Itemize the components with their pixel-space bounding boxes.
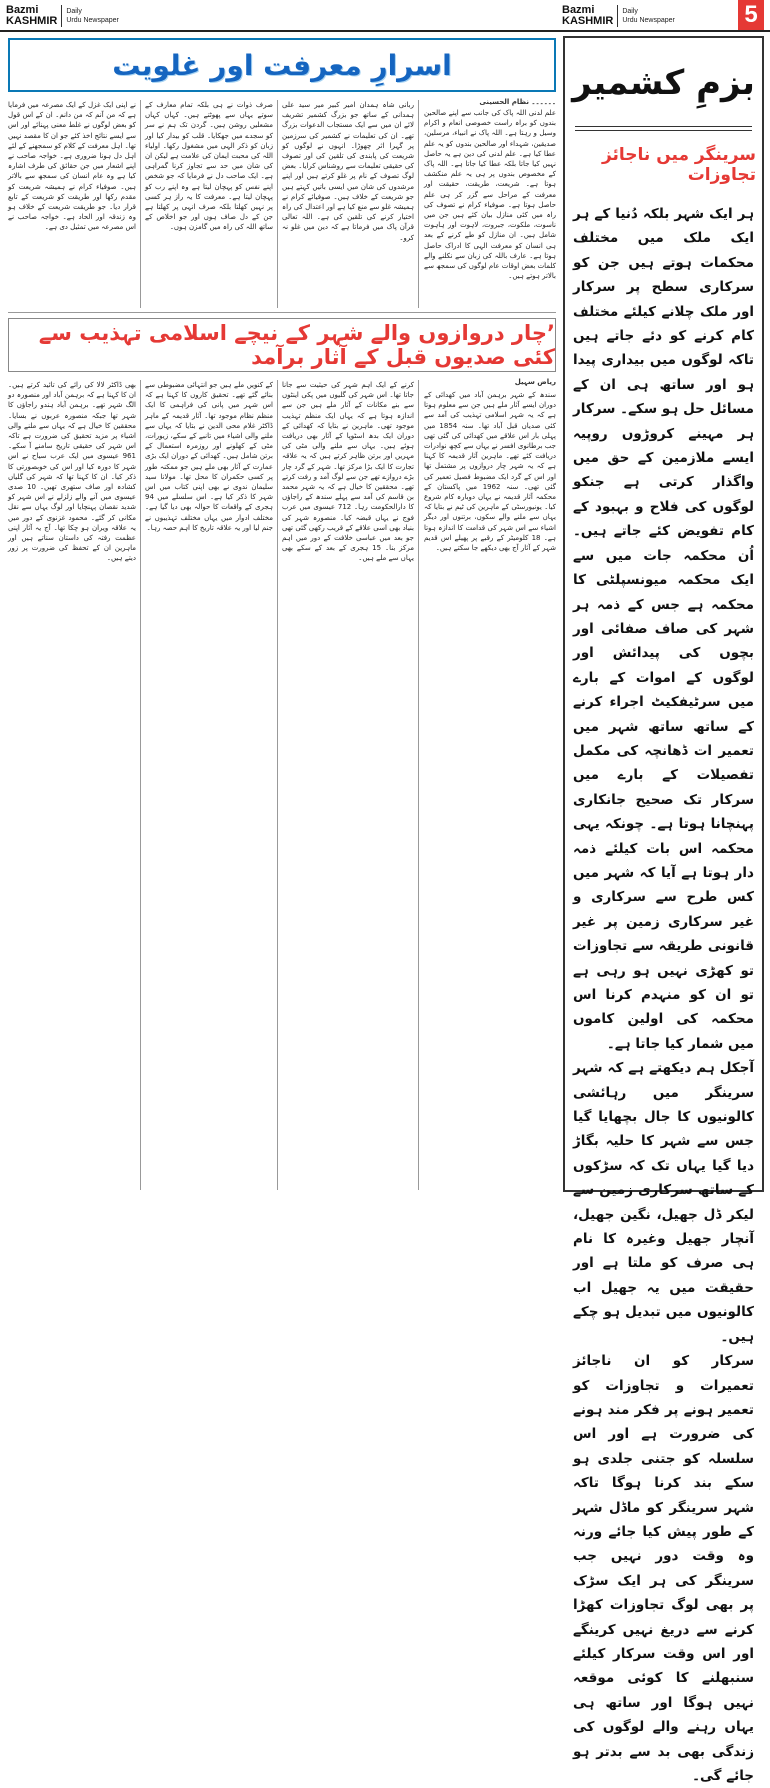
editorial-headline: سرینگر میں ناجائز تجاوزات: [601, 145, 756, 185]
brand-sub-line1: Daily: [66, 8, 82, 15]
article1-column-3: صرف ذوات نے ہی بلکہ تمام معارف کے سوتے یہاں سے پھوٹتے ہیں۔ کہاں کہاں مشعلیں روشن ہیں۔ گردن تک ہم نے سر کو سجدے میں جھکایا۔ قلب کو بیدار کیا اور زبان کو ذکر الہی میں مشغول رکھا۔ اولیاء اللہ کی محبت ایمان کی علامت ہے لیکن ان کی شان میں حد سے تجاوز کرنا گمراہی ہے۔ ایک صاحب دل نے فرمایا کہ جو شخص اپنے نفس کو پہچان لیتا ہے وہ اپنے رب کو پہچان لیتا ہے۔ معرفت کا یہ راز ہر کسی پر نہیں کھلتا بلکہ صرف انہی پر کھلتا ہے جن کے دل صاف ہوں اور جو اخلاص کے ساتھ اللہ کی راہ میں گامزن ہوں۔: [145, 101, 273, 232]
editorial-box: [563, 36, 764, 1784]
brand-logo-left: [6, 2, 119, 30]
brand-logo-right: [562, 2, 675, 30]
column-divider: [140, 380, 141, 1190]
article1-column-1: علم لدنی اللہ پاک کی جانب سے اپنے صالحین بندوں کو براہ راست خصوصی انعام و اکرام وسیل و رہتا ہے۔ اللہ پاک نے انبیاء، مرسلین، صدیقین، شہداء اور صالحین بندوں کو یہ علم عطا کیا ہے۔ علم لدنی کی دین ہے یہ حاصل نہیں کیا جاتا بلکہ عطا کیا جاتا ہے۔ اللہ پاک کے مخصوص بندوں پر ہی یہ علم منکشف ہوتا ہے۔ شریعت، طریقت، حقیقت اور معرفت کے مراحل سے گزر کر ہی علم حاصل ہوتا ہے۔ صوفیاء کرام نے تصوف کی راہ میں کئی منازل بیان کئے ہیں جن میں ناسوت، ملکوت، جبروت، لاہوت اور ہاہوت شامل ہیں۔ ان منازل کو طے کرنے کے بعد ہی انسان کو معرفت الہی کا ادراک حاصل ہوتا ہے۔ عارف باللہ کی زبان سے نکلنے والے کلمات بعض اوقات عام لوگوں کی سمجھ سے بالاتر ہوتے ہیں۔: [424, 109, 556, 281]
brand-divider: [61, 5, 62, 27]
column-divider: [277, 100, 278, 308]
editorial-headline-box: [571, 138, 756, 192]
editorial-rule: [575, 126, 752, 127]
editorial-paragraph: آجکل ہم دیکھتے ہے کہ شہر سرینگر میں رہائشی کالونیوں کا جال بچھایا گیا جس سے شہر کا حلیہ بگاڑ دیا گیا یہاں تک کہ سڑکوں کے ساتھ سرکاری زمین سے لیکر ڈل جھیل، نگین جھیل، آنچار جھیل وغیرہ کا نام ہی صرف کو ملتا ہے اور حقیقت میں یہ جھیل اب کالونیوں میں تبدیل ہو چکے ہیں۔: [573, 1060, 754, 1345]
brand-divider: [617, 5, 618, 27]
brand-sub-line2: Urdu Newspaper: [622, 17, 675, 24]
article2-headline: ’چار دروازوں والے شہر کے نیچے اسلامی تہذیب سے کئی صدیوں قبل کے آثار برآمد: [38, 321, 555, 369]
article1-column-4: نے اپنی ایک غزل کے ایک مصرعہ میں فرمایا ہے کہ من آنم کہ من دانم۔ ان کے اس قول کو بعض لوگوں نے غلط معنی پہنائے اور اس سے ایسے نتائج اخذ کئے جو ان کا مقصد نہیں تھا۔ اہل معرفت کے کلام کو سمجھنے کے لئے اہل دل ہونا ضروری ہے۔ خواجہ صاحب نے اپنے اشعار میں جن حقائق کی طرف اشارہ کیا ہے وہ عام انسان کی سمجھ سے بالاتر ہیں۔ صوفیاء کرام نے ہمیشہ شریعت کو مقدم رکھا اور طریقت کو شریعت کے تابع قرار دیا۔ جو طریقت شریعت کے خلاف ہو وہ زندقہ اور الحاد ہے۔ خواجہ صاحب نے اس مصرعہ میں تمثیل دی ہے۔: [8, 101, 136, 232]
article2-byline: ریاض سہیل: [514, 378, 556, 386]
brand-sub-line1: Daily: [622, 8, 638, 15]
article1-headline-banner: [8, 38, 556, 92]
editorial-title-box: [571, 44, 756, 122]
section-divider: [8, 312, 556, 313]
editorial-rule: [575, 130, 752, 131]
article2-headline-box: [8, 318, 556, 372]
brand-sub-line2: Urdu Newspaper: [66, 17, 119, 24]
editorial-body: [573, 202, 754, 1784]
article2-column-4: بھی ڈاکٹر لالا کی رائے کی تائید کرتے ہیں۔ ان کا کہنا ہے کہ برہمن آباد اور منصورہ دو الگ شہر تھے۔ برہمن آباد ہندو راجاؤں کا شہر تھا جبکہ منصورہ عربوں نے بسایا۔ محققین کا خیال ہے کہ یہاں سے ملنے والی اشیاء پر مزید تحقیق کی ضرورت ہے تاکہ اس شہر کی حقیقی تاریخ سامنے آ سکے۔ 961 عیسوی میں ایک عرب سیاح نے اس شہر کا دورہ کیا اور اس کی خوبصورتی کا ذکر کیا۔ ان کا کہنا تھا کہ شہر کی گلیاں کشادہ اور صاف ستھری تھیں۔ 10 صدی عیسوی میں آنے والے زلزلے نے اس شہر کو شدید نقصان پہنچایا اور لوگ یہاں سے نقل مکانی کر گئے۔ محمود غزنوی کے دور میں یہ علاقہ ویران ہو چکا تھا۔ آج یہ آثار اپنی عظمت رفتہ کی داستان سناتے ہیں اور ماہرین ان کے تحفظ کی ضرورت پر زور دیتے ہیں۔: [8, 381, 136, 563]
article2-column-1: سندھ کے شہر برہمن آباد میں کھدائی کے دوران ایسے آثار ملے ہیں جن سے معلوم ہوتا ہے کہ یہ شہر اسلامی تہذیب کی آمد سے کئی صدیاں قبل آباد تھا۔ سنہ 1854 میں پہلی بار اس علاقے میں کھدائی کی گئی تھی جب برطانوی افسر نے یہاں سے کچھ نوادرات دریافت کئے تھے۔ ماہرین آثار قدیمہ کا کہنا ہے کہ یہ شہر چار دروازوں پر مشتمل تھا اور اس کے گرد ایک مضبوط فصیل تعمیر کی گئی تھی۔ سنہ 1962 میں پاکستان کے محکمہ آثار قدیمہ نے یہاں دوبارہ کام شروع کیا۔ یونیورسٹی کے ماہرین کی ٹیم نے بتایا کہ یہاں سے ملنے والے سکوں، برتنوں اور دیگر اشیاء سے اس شہر کی قدامت کا اندازہ ہوتا ہے۔ 18 کلومیٹر کے رقبے پر پھیلے اس قدیم شہر کے آثار آج بھی دیکھے جا سکتے ہیں۔: [424, 391, 557, 553]
editorial-paragraph: سرکار کو ان ناجائز تعمیرات و تجاوزات کو تعمیر ہونے پر فکر مند ہونے کی ضرورت ہے اور اس سلسلہ کو جتنی جلدی ہو سکے بند کرنا ہوگا تاکہ شہر سرینگر کو ماڈل شہر کے طور پیش کیا جائے ورنہ وہ وقت دور نہیں جب سرینگر کی ہر ایک سڑک پر بھی لوگ تجاوزات کھڑا کرنے سے دریغ نہیں کرینگے اور اس وقت سرکار کیلئے سنبھلنے کا کوئی موقعہ نہیں ہوگا اور ساتھ ہی یہاں رہنے والے لوگوں کی زندگی بھی بد سے بدتر ہو جائے گی۔: [573, 1353, 754, 1784]
article1-byline: ۔۔۔۔۔۔ نظام الحسینی: [479, 98, 556, 106]
column-divider: [140, 100, 141, 308]
editorial-title: بزمِ کشمیر: [572, 63, 755, 103]
column-divider: [418, 380, 419, 1190]
editorial-paragraph: ہر ایک شہر بلکہ دُنیا کے ہر ایک ملک میں مختلف محکمات ہوتے ہیں جن کو سرکاری سطح پر سرکار اور ملک چلانے کیلئے مختلف کام کرنے کو دئے جاتے ہیں تاکہ لوگوں میں بیداری پیدا ہو اور ساتھ ہی ان کے مسائل حل ہو سکے۔ سرکار ہر مہینے کروڑوں روپیہ ایسے ملازمین کے حق میں واگذار کرتی ہے جنکو لوگوں کی فلاح و بہبود کے کام تفویض کئے جاتے ہیں۔ اُن محکمہ جات میں سے ایک محکمہ میونسپلٹی کا محکمہ ہے جس کے ذمہ ہر شہر کی صاف صفائی اور بچوں کی پیدائش اور لوگوں کے اموات کے بارے میں سرٹیفکیٹ اجراء کرنے کے ساتھ ساتھ شہر میں تعمیر ات ڈھانچہ کی مکمل تفصیلات کے بارے میں سرکار تک صحیح جانکاری پہنچانا ہوتا ہے۔ چونکہ یہی محکمہ اس بات کیلئے ذمہ دار ہوتا ہے آیا کہ شہر میں کس طرح سے سرکاری و غیر سرکاری زمین پر غیر قانونی طریقہ سے تجاوزات تو کھڑی نہیں ہو رہی ہے تو ان کو منہدم کرنا اس محکمہ کی اولین کاموں میں شمار کیا جاتا ہے۔: [573, 206, 754, 1052]
brand-name-line1: Bazmi: [6, 4, 39, 16]
brand-name-line2: KASHMIR: [562, 15, 614, 27]
article2-column-2: کرنے کے ایک اہم شہر کی حیثیت سے جانا جاتا تھا۔ اس شہر کی گلیوں میں پکی اینٹوں سے بنے مکانات کے آثار ملے ہیں جن سے اندازہ ہوتا ہے کہ یہاں ایک منظم تہذیب موجود تھی۔ ماہرین نے بتایا کہ کھدائی کے دوران ایک بدھ اسٹوپا کے آثار بھی دریافت ہوئے ہیں۔ یہاں سے ملنے والی مٹی کی مہریں اور برتن ظاہر کرتے ہیں کہ یہ علاقہ تجارت کا ایک بڑا مرکز تھا۔ شہر کے گرد چار بڑے دروازے تھے جن سے لوگ آمد و رفت کرتے تھے۔ محققین کا خیال ہے کہ یہ شہر محمد بن قاسم کی آمد سے پہلے سندھ کے راجاؤں کا دارالحکومت رہا۔ 712 عیسوی میں عرب فوج نے یہاں قبضہ کیا۔ منصورہ شہر کی بنیاد بھی اسی علاقے کے قریب رکھی گئی تھی جو بعد میں عباسی خلافت کے دور میں اہم مرکز بنا۔ 15 ہجری کے بعد کے سکے بھی یہاں سے ملے ہیں۔: [282, 381, 414, 563]
column-divider: [418, 100, 419, 308]
article2-column-3: کے کنویں ملے ہیں جو انتہائی مضبوطی سے بنائے گئے تھے۔ تحقیق کاروں کا کہنا ہے کہ اس شہر میں پانی کی فراہمی کا ایک منظم نظام موجود تھا۔ آثار قدیمہ کے ماہر ڈاکٹر غلام محی الدین نے بتایا کہ یہاں سے ملنے والی اشیاء میں تانبے کے سکے، زیورات، مٹی کے کھلونے اور روزمرہ استعمال کے برتن شامل ہیں۔ کھدائی کے دوران ایک بڑی عمارت کے آثار بھی ملے ہیں جو ممکنہ طور پر کسی حکمران کا محل تھا۔ مولانا سید سلیمان ندوی نے بھی اپنی کتاب میں اس شہر کا ذکر کیا ہے۔ اس سلسلے میں 94 ہجری کے واقعات کا حوالہ بھی دیا گیا ہے۔ مختلف ادوار میں یہاں مختلف تہذیبوں نے جنم لیا اور یہ علاقہ تاریخ کا اہم حصہ رہا۔: [145, 381, 273, 532]
page-number-badge: 5: [738, 0, 764, 30]
brand-name-line1: Bazmi: [562, 4, 595, 16]
masthead: [0, 0, 770, 32]
column-divider: [277, 380, 278, 1190]
article1-headline: اسرارِ معرفت اور غلویت: [112, 48, 452, 82]
article1-column-2: ربانی شاہ ہمدان امیر کبیر میر سید علی ہمدانی کے ساتھ جو بزرگ کشمیر تشریف لائے ان میں سے ایک مستجاب الدعوات بزرگ تھے۔ ان کی تعلیمات نے کشمیر کی سرزمین پر گہرا اثر چھوڑا۔ انہوں نے لوگوں کو شریعت کی پابندی کی تلقین کی اور تصوف کی حقیقی تعلیمات سے روشناس کرایا۔ بعض لوگ تصوف کے نام پر غلو کرتے ہیں اور اپنے مرشدوں کی شان میں ایسی باتیں کہتے ہیں جو شریعت کے خلاف ہیں۔ صوفیائے کرام نے ہمیشہ غلو سے منع کیا ہے اور اعتدال کی راہ اختیار کرنے کی تلقین کی ہے۔ اللہ تعالی قرآن پاک میں فرماتا ہے کہ دین میں غلو نہ کرو۔: [282, 101, 414, 242]
brand-name-line2: KASHMIR: [6, 15, 58, 27]
